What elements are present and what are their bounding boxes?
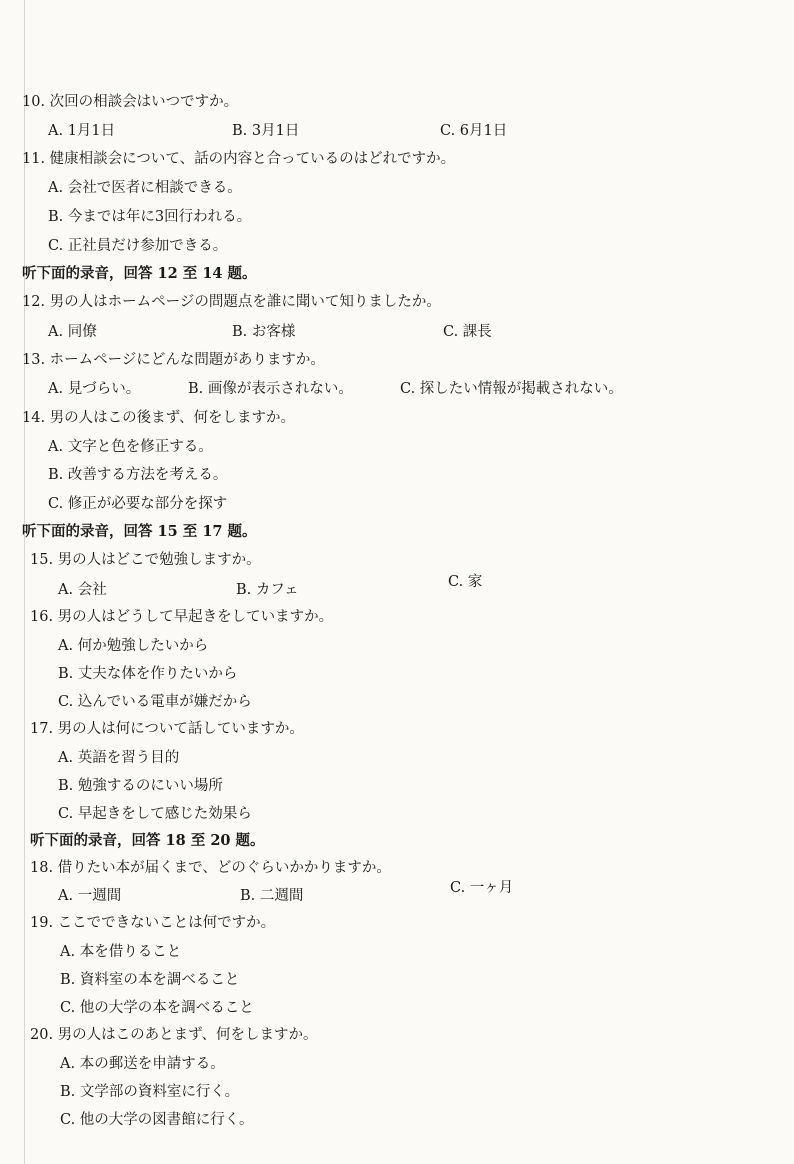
answer-option: C. 家 <box>448 574 483 590</box>
answer-option: B. 二週間 <box>240 888 304 904</box>
answer-option: A. 見づらい。 <box>48 381 141 397</box>
answer-option: B. 今までは年に3回行われる。 <box>48 209 252 225</box>
answer-option: C. 正社員だけ参加できる。 <box>48 238 228 254</box>
answer-option: A. 何か勉強したいから <box>58 638 209 654</box>
question-text: 12. 男の人はホームページの問題点を誰に聞いて知りましたか。 <box>22 294 441 310</box>
answer-option: C. 一ヶ月 <box>450 880 514 896</box>
answer-option: C. 課長 <box>443 324 492 340</box>
section-instruction: 听下面的录音，回答 12 至 14 题。 <box>22 265 257 282</box>
answer-option: A. 会社 <box>58 582 107 598</box>
answer-option: B. お客様 <box>232 324 296 340</box>
question-text: 16. 男の人はどうして早起きをしていますか。 <box>30 609 334 625</box>
question-text: 10. 次回の相談会はいつですか。 <box>22 94 239 110</box>
question-text: 11. 健康相談会について、話の内容と合っているのはどれですか。 <box>22 151 456 167</box>
answer-option: A. 本の郵送を申請する。 <box>60 1056 225 1072</box>
answer-option: C. 修正が必要な部分を探す <box>48 496 228 512</box>
answer-option: C. 他の大学の図書館に行く。 <box>60 1112 254 1128</box>
answer-option: A. 一週間 <box>58 888 122 904</box>
section-instruction: 听下面的录音，回答 15 至 17 题。 <box>22 523 257 540</box>
answer-option: C. 6月1日 <box>440 123 508 139</box>
answer-option: B. 改善する方法を考える。 <box>48 467 228 483</box>
question-text: 14. 男の人はこの後まず、何をしますか。 <box>22 410 296 426</box>
section-instruction: 听下面的录音，回答 18 至 20 题。 <box>30 832 265 849</box>
answer-option: B. 文学部の資料室に行く。 <box>60 1084 240 1100</box>
question-text: 17. 男の人は何について話していますか。 <box>30 721 304 737</box>
answer-option: B. 3月1日 <box>232 123 300 139</box>
answer-option: B. カフェ <box>236 582 299 598</box>
answer-option: A. 1月1日 <box>48 123 116 139</box>
page-margin-line <box>24 0 25 1164</box>
answer-option: C. 他の大学の本を調べること <box>60 1000 254 1016</box>
answer-option: B. 資料室の本を調べること <box>60 972 240 988</box>
answer-option: C. 探したい情報が掲載されない。 <box>400 381 623 397</box>
answer-option: A. 文字と色を修正する。 <box>48 439 213 455</box>
answer-option: A. 英語を習う目的 <box>58 750 180 766</box>
question-text: 18. 借りたい本が届くまで、どのぐらいかかりますか。 <box>30 860 391 876</box>
answer-option: A. 会社で医者に相談できる。 <box>48 180 242 196</box>
answer-option: A. 本を借りること <box>60 944 182 960</box>
question-text: 13. ホームページにどんな問題がありますか。 <box>22 352 325 368</box>
answer-option: A. 同僚 <box>48 324 97 340</box>
question-text: 15. 男の人はどこで勉強しますか。 <box>30 552 261 568</box>
question-text: 20. 男の人はこのあとまず、何をしますか。 <box>30 1027 318 1043</box>
question-text: 19. ここでできないことは何ですか。 <box>30 915 276 931</box>
answer-option: C. 早起きをして感じた効果ら <box>58 806 252 822</box>
answer-option: B. 画像が表示されない。 <box>188 381 353 397</box>
answer-option: B. 勉強するのにいい場所 <box>58 778 223 794</box>
answer-option: C. 込んでいる電車が嫌だから <box>58 694 252 710</box>
answer-option: B. 丈夫な体を作りたいから <box>58 666 238 682</box>
